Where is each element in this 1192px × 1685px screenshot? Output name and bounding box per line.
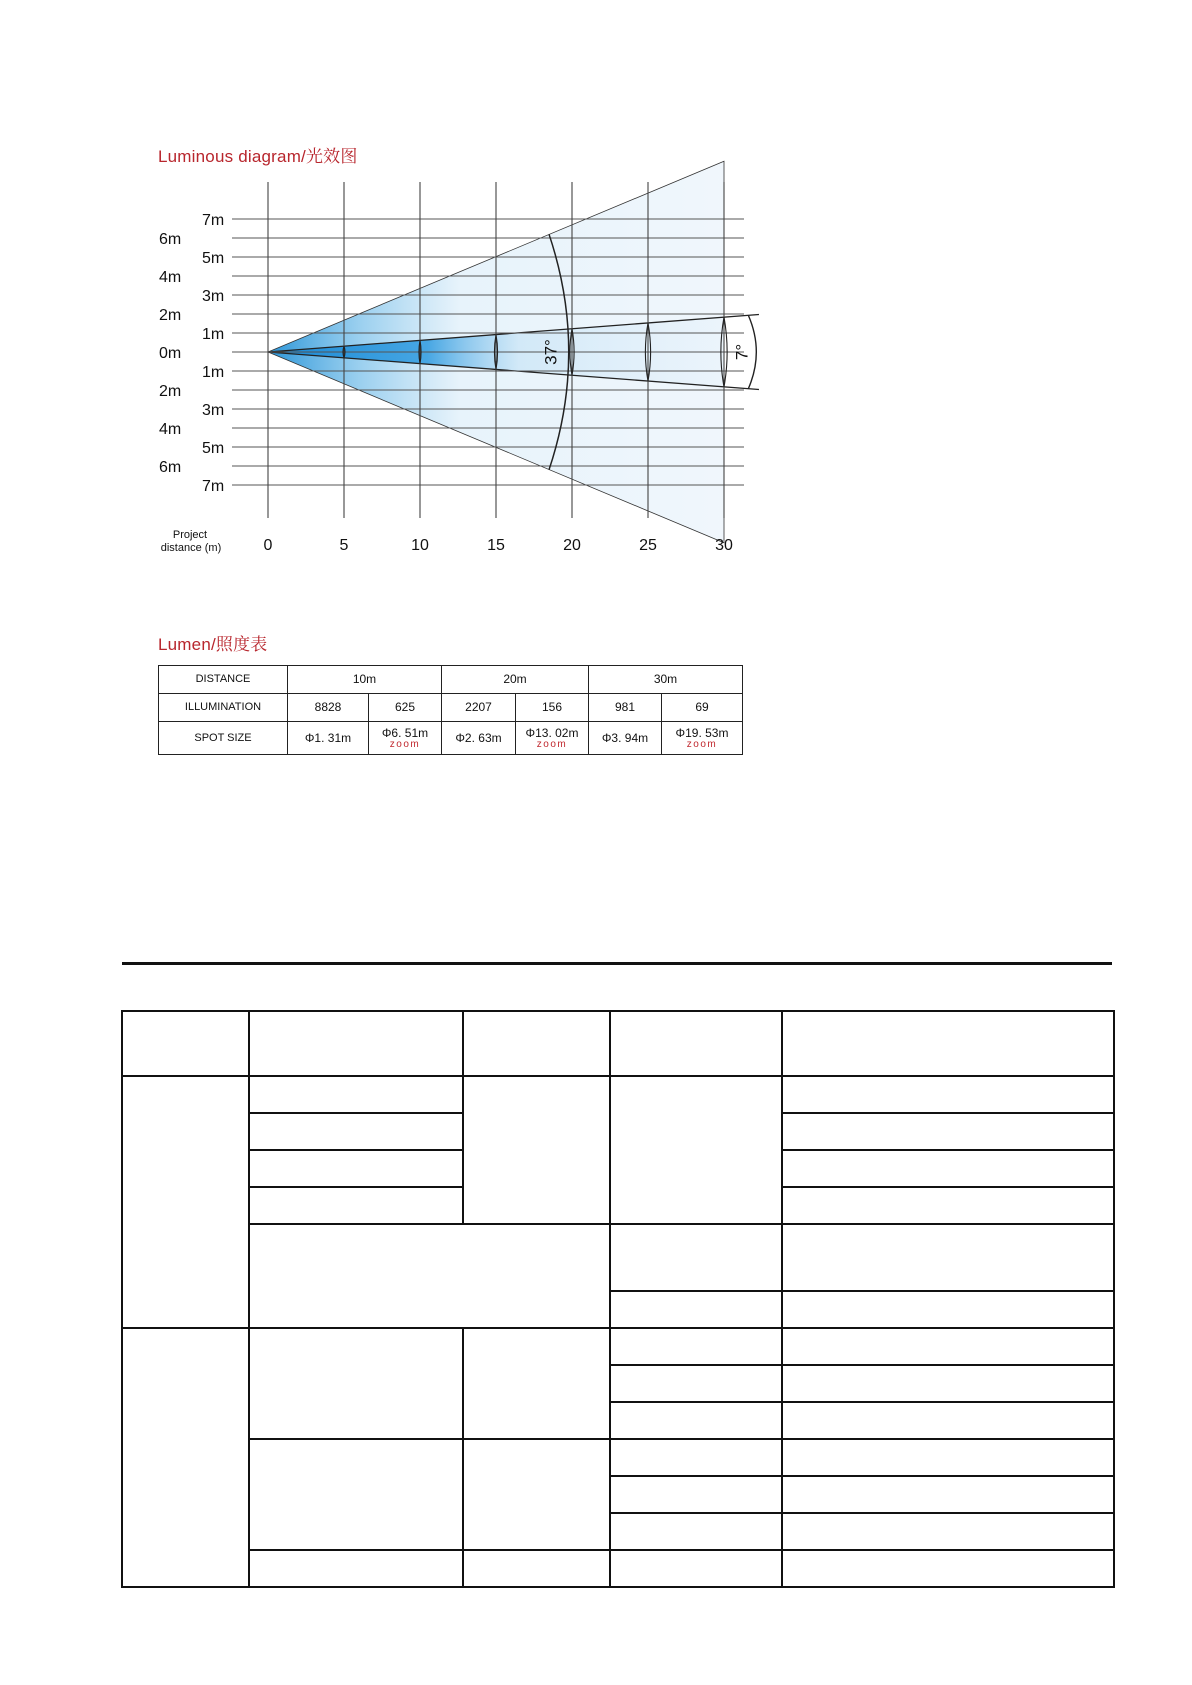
left-axis-label: 0m: [159, 345, 182, 362]
left-axis-label: 3m: [202, 402, 225, 419]
table-row: [159, 694, 743, 722]
table-cell: [782, 1011, 1114, 1076]
table-cell: [249, 1328, 463, 1439]
left-axis-label: 6m: [159, 231, 182, 248]
table-cell: [610, 1291, 782, 1328]
table-row: [159, 722, 743, 755]
table-cell: [610, 1402, 782, 1439]
spot-size-value-zoom: [516, 722, 589, 755]
table-cell: [249, 1439, 463, 1550]
table-cell: [782, 1187, 1114, 1224]
table-cell: [610, 1328, 782, 1365]
table-cell: [782, 1113, 1114, 1150]
spot-size-header: SPOT SIZE: [159, 722, 288, 755]
left-axis-label: 1m: [202, 364, 225, 381]
illumination-value: 981: [589, 694, 662, 722]
table-row: [159, 666, 743, 694]
table-row: [122, 1224, 1114, 1291]
spot-size-value: Φ2. 63m: [442, 722, 516, 755]
table-cell: [782, 1150, 1114, 1187]
wide-angle-label: 37°: [541, 339, 561, 365]
table-cell: [782, 1476, 1114, 1513]
left-axis-label: 4m: [159, 269, 182, 286]
table-cell: [249, 1011, 463, 1076]
table-cell: [782, 1550, 1114, 1587]
left-axis-label: 1m: [202, 326, 225, 343]
table-cell: [610, 1011, 782, 1076]
table-cell: [782, 1365, 1114, 1402]
spot-size-value: Φ13. 02m: [525, 726, 579, 740]
distance-20m: 20m: [442, 666, 589, 694]
table-cell: [782, 1291, 1114, 1328]
table-cell: [463, 1076, 610, 1224]
narrow-angle-label: 7°: [732, 343, 752, 361]
table-row: [122, 1011, 1114, 1076]
table-cell: [463, 1011, 610, 1076]
table-cell: [782, 1224, 1114, 1291]
spot-size-value-zoom: [662, 722, 743, 755]
zoom-label: zoom: [389, 739, 421, 750]
table-cell: [122, 1076, 249, 1328]
table-cell: [782, 1513, 1114, 1550]
table-cell: [610, 1076, 782, 1224]
table-cell: [610, 1365, 782, 1402]
table-cell: [122, 1011, 249, 1076]
spot-size-value: Φ19. 53m: [675, 726, 729, 740]
left-axis-label: 3m: [202, 288, 225, 305]
diagram-title: Luminous diagram/光效图: [158, 147, 358, 166]
left-axis-label: 5m: [202, 250, 225, 267]
distance-header: DISTANCE: [159, 666, 288, 694]
table-row: [122, 1550, 1114, 1587]
distance-axis-label: Project: [172, 529, 208, 541]
spot-size-value: Φ3. 94m: [589, 722, 662, 755]
table-cell: [249, 1224, 610, 1328]
spot-size-value-zoom: [369, 722, 442, 755]
distance-tick-label: 20: [563, 537, 581, 554]
zoom-label: zoom: [536, 739, 568, 750]
spot-size-value: Φ6. 51m: [381, 726, 429, 740]
distance-tick-label: 5: [339, 537, 349, 554]
table-cell: [249, 1550, 463, 1587]
table-cell: [610, 1224, 782, 1291]
table-cell: [463, 1328, 610, 1439]
table-cell: [249, 1150, 463, 1187]
table-cell: [463, 1550, 610, 1587]
table-cell: [610, 1476, 782, 1513]
illumination-value: 69: [662, 694, 743, 722]
table-cell: [249, 1113, 463, 1150]
lumen-table: [158, 665, 743, 755]
spot-size-value: Φ1. 31m: [288, 722, 369, 755]
left-axis-label: 5m: [202, 440, 225, 457]
table-cell: [463, 1439, 610, 1550]
left-axis-label: 4m: [159, 421, 182, 438]
table-row: [122, 1328, 1114, 1365]
left-axis-label: 2m: [159, 307, 182, 324]
table-cell: [782, 1076, 1114, 1113]
table-cell: [610, 1550, 782, 1587]
table-cell: [249, 1076, 463, 1113]
table-cell: [782, 1439, 1114, 1476]
distance-tick-label: 30: [715, 537, 733, 554]
distance-tick-label: 10: [411, 537, 429, 554]
left-axis-label: 2m: [159, 383, 182, 400]
table-cell: [610, 1513, 782, 1550]
table-row: [122, 1076, 1114, 1113]
distance-tick-label: 0: [263, 537, 273, 554]
illumination-value: 156: [516, 694, 589, 722]
illumination-header: ILLUMINATION: [159, 694, 288, 722]
table-cell: [249, 1187, 463, 1224]
distance-10m: 10m: [288, 666, 442, 694]
distance-axis-label: distance (m): [160, 542, 222, 554]
left-axis-label: 7m: [202, 478, 225, 495]
distance-tick-label: 15: [487, 537, 505, 554]
zoom-label: zoom: [686, 739, 718, 750]
distance-30m: 30m: [589, 666, 743, 694]
table-cell: [782, 1402, 1114, 1439]
left-axis-label: 7m: [202, 212, 225, 229]
luminous-diagram: [0, 0, 1192, 600]
table-row: [122, 1439, 1114, 1476]
lumen-title: Lumen/照度表: [158, 635, 268, 654]
illumination-value: 2207: [442, 694, 516, 722]
section-divider: [122, 962, 1112, 965]
distance-tick-label: 25: [639, 537, 657, 554]
table-cell: [782, 1328, 1114, 1365]
spec-table-grid: [121, 1010, 1115, 1588]
table-cell: [610, 1439, 782, 1476]
illumination-value: 8828: [288, 694, 369, 722]
table-cell: [122, 1328, 249, 1587]
illumination-value: 625: [369, 694, 442, 722]
left-axis-label: 6m: [159, 459, 182, 476]
